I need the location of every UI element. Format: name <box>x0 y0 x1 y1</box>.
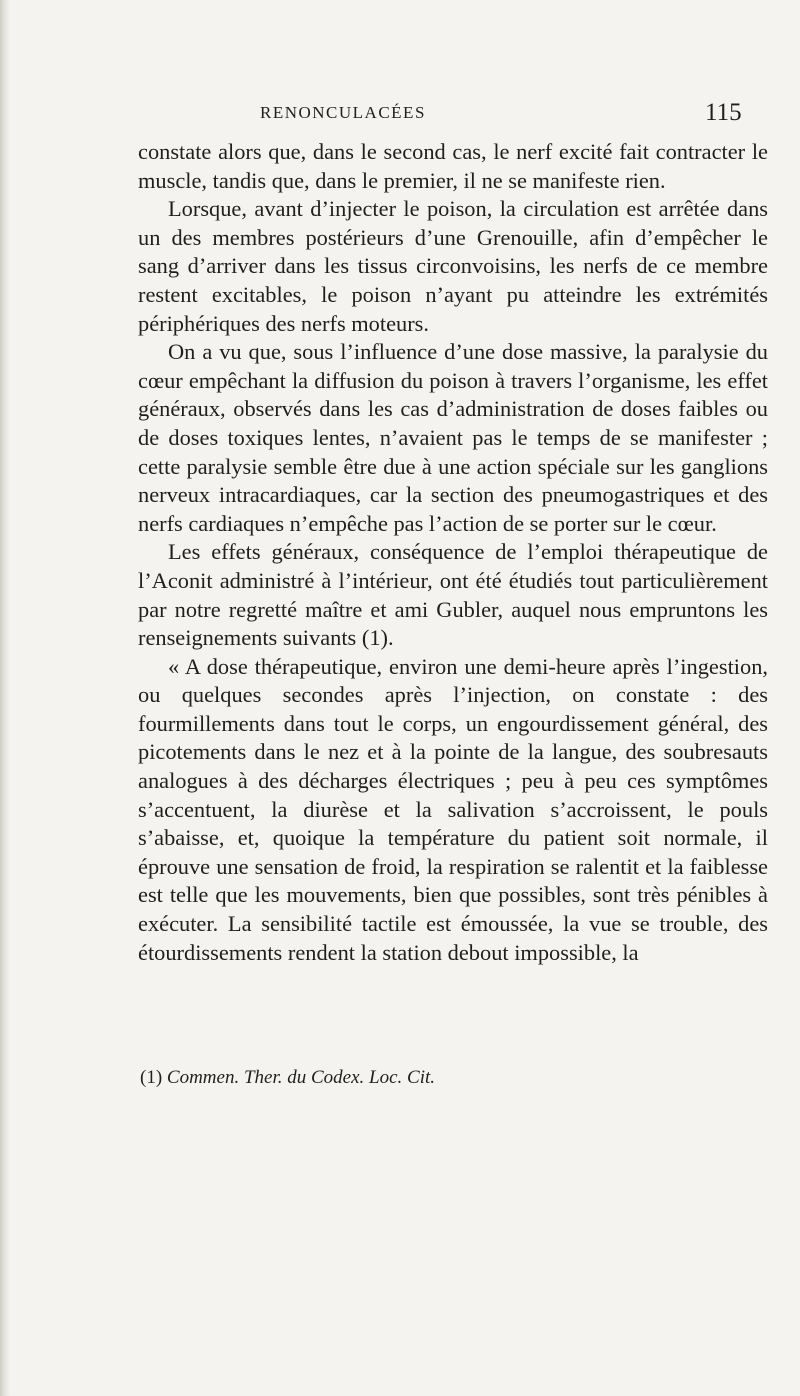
paragraph-paralysis: On a vu que, sous l’influence d’une dose massive, la paralysie du cœur empêchant la diffusion du poison à travers l’organisme, les effet généraux, observés dans les cas d’administration de doses faibles ou de doses toxiques lentes, n’avaient pas le temps de se manifester ; cette paralysie semble être due à une action spéciale sur les ganglions nerveux intracardiaques, car la section des pneumogastriques et des nerfs cardiaques n’empêche pas l’action de se porter sur le cœur. <box>138 339 768 536</box>
body-text <box>138 138 768 967</box>
footnote <box>140 1067 760 1089</box>
page-binding-edge <box>0 0 10 1396</box>
page-number: 115 <box>705 99 742 126</box>
paragraph-circulation: Lorsque, avant d’injecter le poison, la circulation est arrêtée dans un des membres postérieurs d’une Grenouille, afin d’empêcher le sang d’arriver dans les tissus circonvoisins, les nerfs de ce membre restent excitables, le poison n’ayant pu atteindre les extrémités périphériques des nerfs moteurs. <box>138 196 768 336</box>
footnote-marker: (1) <box>140 1067 163 1088</box>
paragraph-general-effects: Les effets généraux, conséquence de l’emploi thérapeutique de l’Aconit administré à l’intérieur, ont été étudiés tout particulièrement par notre regretté maître et ami Gubler, auquel nous empruntons les renseignements suivants (1). <box>138 539 768 651</box>
running-head: RENONCULACÉES <box>260 103 426 122</box>
footnote-text: Commen. Ther. du Codex. Loc. Cit. <box>166 1067 436 1088</box>
paragraph-quotation: « A dose thérapeutique, environ une demi-heure après l’ingestion, ou quelques secondes après l’injection, on constate : des fourmillements dans tout le corps, un engourdissement général, des picotements dans le nez et à la pointe de la langue, des soubresauts analogues à des décharges électriques ; peu à peu ces symptômes s’accentuent, la diurèse et la salivation s’accroissent, le pouls s’abaisse, et, quoique la température du patient soit normale, il éprouve une sensation de froid, la respiration se ralentit et la faiblesse est telle que les mouvements, bien que possibles, sont très pénibles à exécuter. La sensibilité tactile est émoussée, la vue se trouble, des étourdissements rendent la station debout impossible, la <box>138 653 768 965</box>
paragraph-continuation: constate alors que, dans le second cas, le nerf excité fait contracter le muscle, tandis que, dans le premier, il ne se manifeste rien. <box>138 139 768 193</box>
